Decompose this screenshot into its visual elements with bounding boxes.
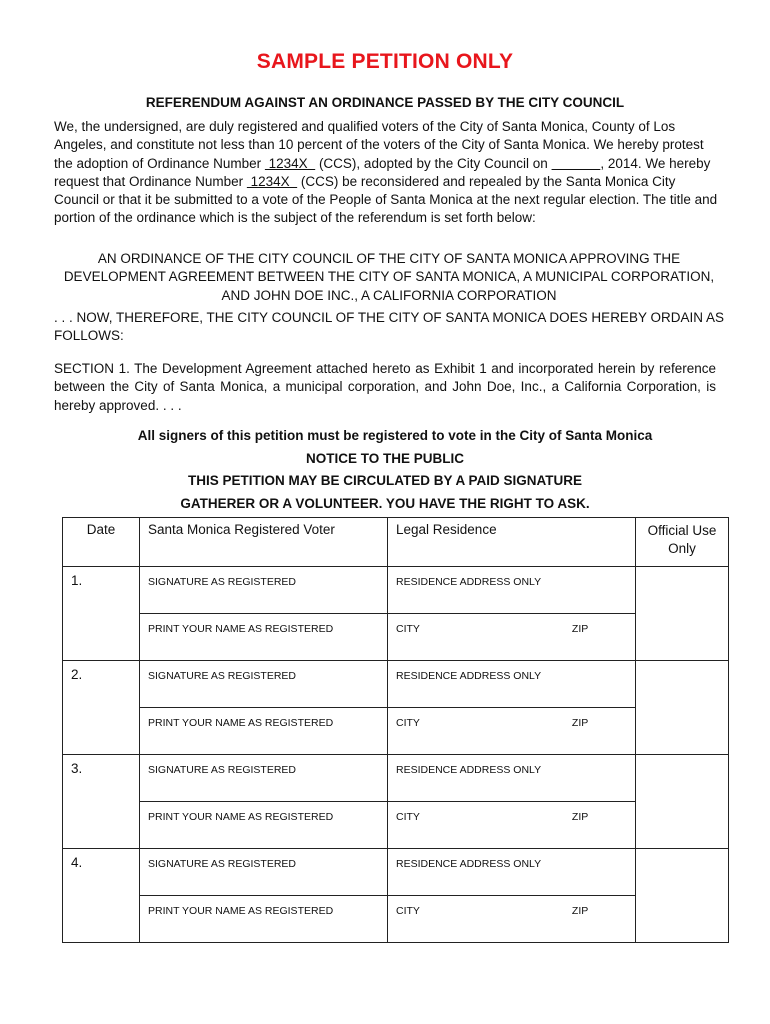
city-zip-field[interactable]: [388, 708, 636, 755]
city-label: CITY: [396, 717, 420, 729]
official-use-cell: [636, 755, 729, 849]
notice-heading: NOTICE TO THE PUBLIC: [305, 451, 464, 466]
table-header-row: [63, 518, 729, 567]
city-label: CITY: [396, 811, 420, 823]
row-number: 2.: [63, 661, 140, 755]
city-zip-field[interactable]: [388, 896, 636, 943]
official-use-cell: [636, 849, 729, 943]
table-row: [63, 802, 729, 849]
row-number: 3.: [63, 755, 140, 849]
zip-label: ZIP: [571, 811, 589, 823]
signature-table: [62, 517, 729, 943]
table-row: [63, 708, 729, 755]
intro-text-3: , 2014. We hereby request that Ordinance Number: [54, 155, 711, 189]
table-row: [63, 755, 729, 802]
print-name-field[interactable]: PRINT YOUR NAME AS REGISTERED: [140, 896, 388, 943]
residence-address-field[interactable]: RESIDENCE ADDRESS ONLY: [388, 661, 636, 708]
signature-field[interactable]: SIGNATURE AS REGISTERED: [140, 849, 388, 896]
header-residence: Legal Residence: [388, 518, 636, 567]
ordinance-title: AN ORDINANCE OF THE CITY COUNCIL OF THE CITY OF SANTA MONICA APPROVING THE DEVELOPMENT AGREEMENT BETWEEN THE CITY OF SANTA MONICA, A MUNICIPAL CORPORATION, AND JOHN DOE INC., A CALIFORNIA CORPORATION: [63, 251, 715, 303]
zip-label: ZIP: [571, 905, 589, 917]
signature-field[interactable]: SIGNATURE AS REGISTERED: [140, 661, 388, 708]
ordinance-number-2: 1234X: [246, 173, 298, 189]
table-row: [63, 849, 729, 896]
header-official-use: Official Use Only: [636, 518, 729, 567]
official-use-cell: [636, 567, 729, 661]
section-1-text: SECTION 1. The Development Agreement attached hereto as Exhibit 1 and incorporated herein by reference between the City of Santa Monica, a municipal corporation, and John Doe, Inc., a California Corporation, is hereby approved. . . .: [54, 361, 716, 413]
signature-field[interactable]: SIGNATURE AS REGISTERED: [140, 567, 388, 614]
official-use-cell: [636, 661, 729, 755]
table-row: [63, 567, 729, 614]
table-row: [63, 614, 729, 661]
now-therefore-clause: . . . NOW, THEREFORE, THE CITY COUNCIL OF THE CITY OF SANTA MONICA DOES HEREBY ORDAIN AS FOLLOWS:: [54, 310, 724, 344]
intro-text-2: (CCS), adopted by the City Council on: [315, 155, 552, 171]
city-zip-field[interactable]: [388, 802, 636, 849]
print-name-field[interactable]: PRINT YOUR NAME AS REGISTERED: [140, 708, 388, 755]
intro-text-1: We, the undersigned, are duly registered and qualified voters of the City of Santa Monica, County of Los Angeles, and constitute not less than 10 percent of the voters of the City of Santa Monica. We hereby protest the adoption of Ordinance Number: [54, 119, 704, 171]
row-number: 1.: [63, 567, 140, 661]
city-label: CITY: [396, 905, 420, 917]
intro-paragraph: [54, 118, 724, 228]
city-label: CITY: [396, 623, 420, 635]
table-row: [63, 896, 729, 943]
table-row: [63, 661, 729, 708]
residence-address-field[interactable]: RESIDENCE ADDRESS ONLY: [388, 567, 636, 614]
residence-address-field[interactable]: RESIDENCE ADDRESS ONLY: [388, 849, 636, 896]
notice-line-1: THIS PETITION MAY BE CIRCULATED BY A PAID SIGNATURE: [187, 473, 583, 488]
signature-field[interactable]: SIGNATURE AS REGISTERED: [140, 755, 388, 802]
zip-label: ZIP: [571, 623, 589, 635]
adoption-date-blank: [552, 156, 601, 171]
document-title: SAMPLE PETITION ONLY: [256, 50, 514, 73]
print-name-field[interactable]: PRINT YOUR NAME AS REGISTERED: [140, 614, 388, 661]
city-zip-field[interactable]: [388, 614, 636, 661]
print-name-field[interactable]: PRINT YOUR NAME AS REGISTERED: [140, 802, 388, 849]
notice-line-2: GATHERER OR A VOLUNTEER. YOU HAVE THE RIGHT TO ASK.: [180, 496, 590, 511]
header-voter: Santa Monica Registered Voter: [140, 518, 388, 567]
row-number: 4.: [63, 849, 140, 943]
intro-text-4: (CCS) be reconsidered and repealed by the Santa Monica City Council or that it be submitted to a vote of the People of Santa Monica at the next regular election. The title and portion of the ordinance which is the subject of the referendum is set forth below:: [54, 173, 718, 226]
ordinance-number-1: 1234X: [264, 155, 316, 171]
header-date: Date: [63, 518, 140, 567]
referendum-heading: REFERENDUM AGAINST AN ORDINANCE PASSED BY THE CITY COUNCIL: [145, 95, 625, 110]
residence-address-field[interactable]: RESIDENCE ADDRESS ONLY: [388, 755, 636, 802]
signers-notice: All signers of this petition must be registered to vote in the City of Santa Monica: [137, 428, 653, 443]
zip-label: ZIP: [571, 717, 589, 729]
